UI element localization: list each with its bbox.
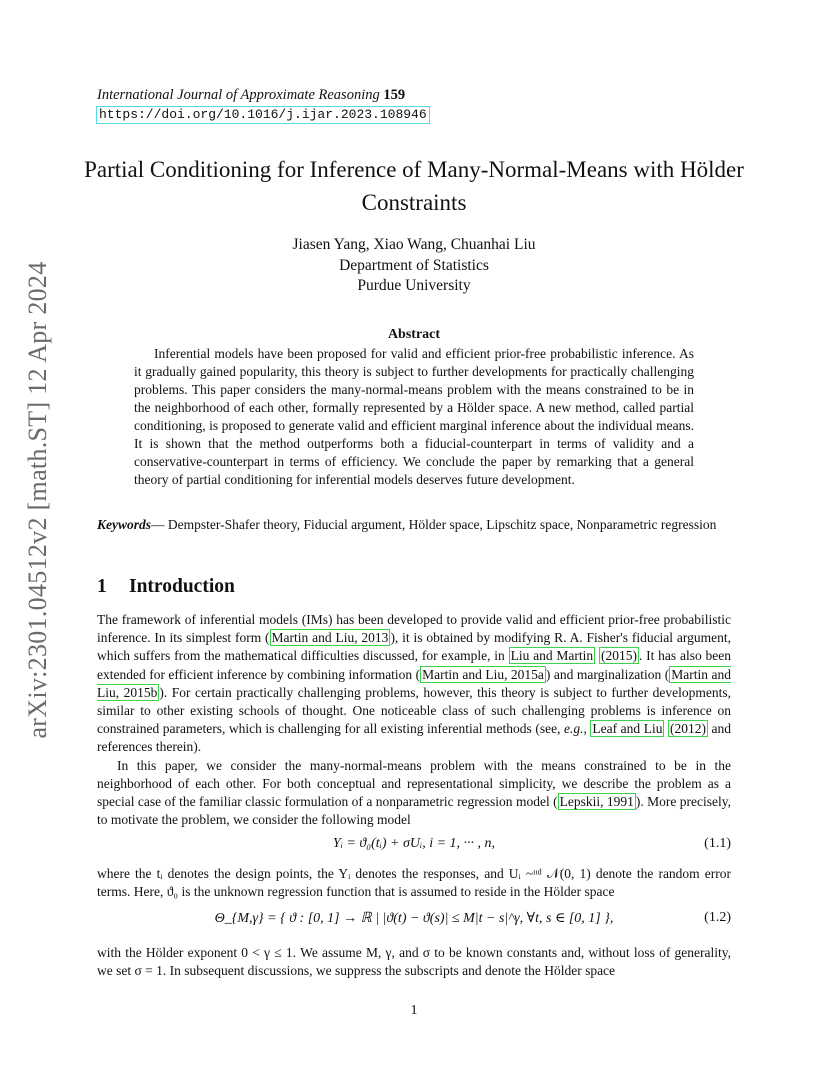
- journal-name: International Journal of Approximate Reasoning: [97, 87, 380, 103]
- citation-link[interactable]: (2012): [670, 721, 706, 737]
- university: Purdue University: [357, 277, 471, 294]
- paragraph-4: [97, 944, 731, 980]
- author-block: [80, 235, 748, 297]
- citation-link[interactable]: (2015): [600, 648, 637, 664]
- citation-link[interactable]: Martin and Liu, 2013: [271, 630, 389, 646]
- abstract-body: [134, 345, 694, 489]
- equation-formula: Yᵢ = ϑ₀(tᵢ) + σUᵢ, i = 1, ··· , n,: [332, 836, 496, 851]
- equation-number: (1.1): [704, 836, 731, 851]
- equation-formula: Θ_{M,γ} = { ϑ : [0, 1] → ℝ | |ϑ(t) − ϑ(s)| ≤ M|t − s|^γ, ∀t, s ∈ [0, 1] },: [214, 911, 614, 926]
- abstract-text: Inferential models have been proposed for valid and efficient prior-free probabilistic inference. As it gradually gained popularity, this theory is subject to further developments for practically challenging problems. This paper considers the many-normal-means problem with the means constrained to be in the neighborhood of each other, formally represented by a Hölder space. A new method, called partial conditioning, is proposed to generate valid and efficient marginal inference about the individual means. It is shown that the method outperforms both a fiducial-counterpart in terms of validity and a conservative-counterpart in terms of efficiency. We conclude the paper by remarking that a general theory of partial conditioning for inferential models deserves future development.: [134, 346, 694, 487]
- keywords-dash: —: [151, 517, 168, 532]
- abstract-heading: Abstract: [387, 327, 441, 342]
- intro-text: [97, 611, 731, 829]
- citation-link[interactable]: Liu and Martin: [510, 648, 594, 664]
- department: Department of Statistics: [339, 256, 489, 274]
- citation-link[interactable]: Lepskii, 1991: [559, 794, 634, 810]
- text-run: ,: [583, 721, 591, 737]
- keywords-text: Dempster-Shafer theory, Fiducial argument, Hölder space, Lipschitz space, Nonparametric regression: [167, 517, 717, 532]
- text-run: The framework of inferential models (IMs) has been developed to provide valid and efficient prior-free probabilistic inference. In its simplest form (: [97, 612, 731, 646]
- page-number: 1: [410, 1003, 418, 1018]
- text-run: with the Hölder exponent 0 < γ ≤ 1. We assume M, γ, and σ to be known constants and, without loss of generality, we set σ = 1. In subsequent discussions, we suppress the subscripts and denote the Hölder space: [97, 945, 731, 979]
- section-heading: [97, 576, 235, 598]
- keywords-label: Keywords: [97, 517, 151, 532]
- equation-1-2: [97, 910, 731, 932]
- equation-1-1: [97, 836, 731, 858]
- equation-number: (1.2): [704, 910, 731, 925]
- authors: Jiasen Yang, Xiao Wang, Chuanhai Liu: [292, 236, 536, 253]
- section-title: Introduction: [129, 576, 235, 597]
- text-run: and references therein).: [97, 721, 732, 755]
- paragraph-2: [97, 757, 731, 830]
- paragraph-1: [97, 611, 731, 757]
- citation-link[interactable]: Martin and Liu, 2015a: [422, 666, 544, 682]
- text-run: where the tᵢ denotes the design points, the Yᵢ denotes the responses, and Uᵢ ~ᶦᶦᵈ 𝒩(0, 1) denote the random error terms. Here, ϑ₀ is the unknown regression function that is assumed to reside in the Hölder space: [97, 866, 731, 900]
- doi-link[interactable]: https://doi.org/10.1016/j.ijar.2023.108946: [96, 106, 430, 124]
- journal-volume: 159: [383, 87, 406, 103]
- text-run: ). For certain practically challenging problems, however, this theory is subject to further developments, similar to other existing schools of thought. One noticeable class of such challenging problems is inference on constrained parameters, which is challenging for all existing inferential methods (see,: [97, 684, 732, 737]
- journal-header: [97, 87, 405, 104]
- arxiv-stamp-text: arXiv:2301.04512v2 [math.ST] 12 Apr 2024: [23, 261, 52, 739]
- text-run: ), it is obtained by modifying R. A. Fisher's fiducial argument, which suffers from the mathematical difficulties discussed, for example, in: [97, 630, 732, 664]
- citation-link[interactable]: Martin and Liu, 2015b: [97, 666, 731, 700]
- citation-link[interactable]: Leaf and Liu: [592, 721, 663, 737]
- keywords-block: [97, 516, 731, 534]
- text-run: . It has also been extended for efficient inference by combining information (: [97, 648, 731, 682]
- text-run: e.g.: [563, 721, 584, 737]
- text-run: ) and marginalization (: [545, 666, 670, 682]
- text-run: In this paper, we consider the many-normal-means problem with the means constrained to be in the neighborhood of each other. For both conceptual and representational simplicity, we describe the problem as a special case of the familiar classic formulation of a nonparametric regression model (: [97, 757, 731, 810]
- paper-title: Partial Conditioning for Inference of Many-Normal-Means with Hölder Constraints: [84, 157, 744, 215]
- section-number: 1: [97, 576, 107, 597]
- text-run: ). More precisely, to motivate the problem, we consider the following model: [97, 794, 731, 828]
- paragraph-3: [97, 865, 731, 901]
